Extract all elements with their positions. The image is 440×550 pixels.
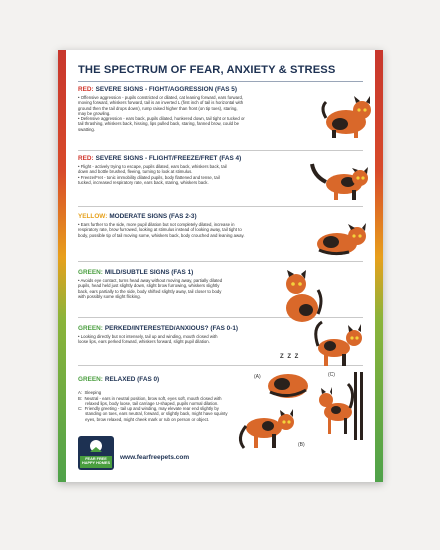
heading-text: SEVERE SIGNS - FIGHT/AGGRESSION (FAS 5) <box>95 86 237 93</box>
body-line: eyes, brow relaxed, might cheek mark or rub on person or object. <box>78 416 210 422</box>
body-line: respiratory rate, brow furrowed, looking at stimulus instead of looking away, tail tight to <box>78 227 242 233</box>
label-c: (C) <box>328 372 335 378</box>
body-line: swatting. <box>78 126 95 132</box>
body-line: back, ears partially to the side, body shifted slightly away, tail closer to body <box>78 288 222 294</box>
body-line: • Freeze/Fret - tonic immobility dilated pupils, body flattened and tense, tail <box>78 174 220 180</box>
body-line: down and bottle brushed, fleeing, turning to look at stimulus. <box>78 169 193 175</box>
body-line: tail thrashing, whiskers back, hissing, lips pulled back, staring, fanned brow, could be <box>78 121 239 127</box>
perked-cat-illustration <box>308 318 374 368</box>
logo-text <box>80 457 112 466</box>
section-fas2-3 <box>78 213 308 239</box>
body-line: • Looking directly but not intensely, tail up and winding, mouth closed with <box>78 334 218 339</box>
level-label-red: RED: <box>78 86 94 93</box>
section-divider <box>78 261 363 262</box>
section-divider <box>78 206 363 207</box>
body-line: B: Neutral - ears in neutral position, brow soft, eyes soft, mouth closed with <box>78 395 222 401</box>
sleeping-zzz: Z Z Z <box>280 354 300 360</box>
level-label-green: GREEN: <box>78 269 103 276</box>
body-line: • Flight - actively trying to escape, pupils dilated, ears back, whiskers back, tail <box>78 164 227 169</box>
sleeping-cat-illustration <box>264 364 312 400</box>
body-line: moving forward, whiskers forward, tail is an inverted L (first inch of tail is horizontal with <box>78 100 244 106</box>
heading-text: SEVERE SIGNS - FLIGHT/FREEZE/FRET (FAS 4) <box>95 155 242 162</box>
heading-text: MILD/SUBTLE SIGNS (FAS 1) <box>104 269 194 276</box>
left-color-gradient-bar <box>58 50 66 482</box>
body-line: may be growling. <box>78 110 111 116</box>
body-line: with possibly some slight flicking. <box>78 293 141 299</box>
poster-title: THE SPECTRUM OF FEAR, ANXIETY & STRESS <box>78 64 336 76</box>
body-line: body, possible tip of tail moving some, whiskers back, body crouched and leaning away. <box>78 232 245 238</box>
body-line: • Ears further to the side, more pupil dilation but not completely dilated, increase in <box>78 222 235 227</box>
heading-text: MODERATE SIGNS (FAS 2-3) <box>109 213 197 220</box>
body-line: • Offensive aggression - pupils constricted or dilated, cat leaning forward, ears forward, <box>78 95 244 100</box>
level-label-red: RED: <box>78 155 94 162</box>
right-color-gradient-bar <box>375 50 383 482</box>
section-heading <box>78 325 308 332</box>
heading-text: RELAXED (FAS 0) <box>104 376 160 383</box>
level-label-green: GREEN: <box>78 325 103 332</box>
body-line: relaxed lips, body loose, tail carriage U-shaped, pupils normal dilation. <box>78 400 219 406</box>
section-heading <box>78 376 268 383</box>
aggressive-cat-illustration <box>320 88 376 140</box>
neutral-cat-illustration <box>234 404 298 452</box>
section-heading <box>78 86 308 93</box>
body-line: • Avoids eye contact, turns head away without moving away, partially dilated <box>78 278 223 283</box>
section-fas0-1 <box>78 325 308 346</box>
section-body <box>78 222 308 238</box>
body-line: loose lips, ears perked forward, whiskers forward, slight pupil dilation. <box>78 339 210 345</box>
fleeing-cat-illustration <box>308 158 378 204</box>
crouched-cat-illustration <box>313 218 373 258</box>
body-line: • Defensive aggression - ears back, pupils dilated, hunkered down, tail tight or tucked or <box>78 116 245 122</box>
body-line: ground then the tail drops down), rump raised higher than front (on tip toes), staring, <box>78 105 238 111</box>
level-label-green: GREEN: <box>78 376 103 383</box>
section-fas5 <box>78 86 308 134</box>
section-body <box>78 334 308 345</box>
body-line: tucked, increased respiratory rate, ears back, staring, whiskers back. <box>78 179 209 185</box>
logo-line: FEAR FREE <box>85 457 107 461</box>
label-b: (B) <box>298 442 305 448</box>
section-heading <box>78 213 308 220</box>
heading-text: PERKED/INTERESTED/ANXIOUS? (FAS 0-1) <box>104 325 239 332</box>
body-line: C: Friendly greeting - tail up and winding, may elevate rear end slightly by <box>78 406 219 412</box>
section-body <box>78 164 308 185</box>
footer-website-link[interactable]: www.fearfreepets.com <box>120 454 190 461</box>
label-a: (A) <box>254 374 261 380</box>
body-line: pupils, head held just slightly down, slight brow furrowing, whiskers slightly <box>78 283 220 289</box>
section-heading <box>78 155 308 162</box>
section-divider <box>78 150 363 151</box>
logo-line: HAPPY HOMES <box>82 461 110 466</box>
greeting-cat-illustration <box>316 372 366 440</box>
section-fas4 <box>78 155 308 187</box>
poster-sheet <box>58 50 383 482</box>
body-line: standing on toes, ears neutral, forward, or slightly back, might have squinty <box>78 411 228 417</box>
body-line: A: Sleeping <box>78 390 102 396</box>
level-label-yellow: YELLOW: <box>78 213 108 220</box>
title-divider <box>78 81 363 82</box>
section-body <box>78 95 308 132</box>
